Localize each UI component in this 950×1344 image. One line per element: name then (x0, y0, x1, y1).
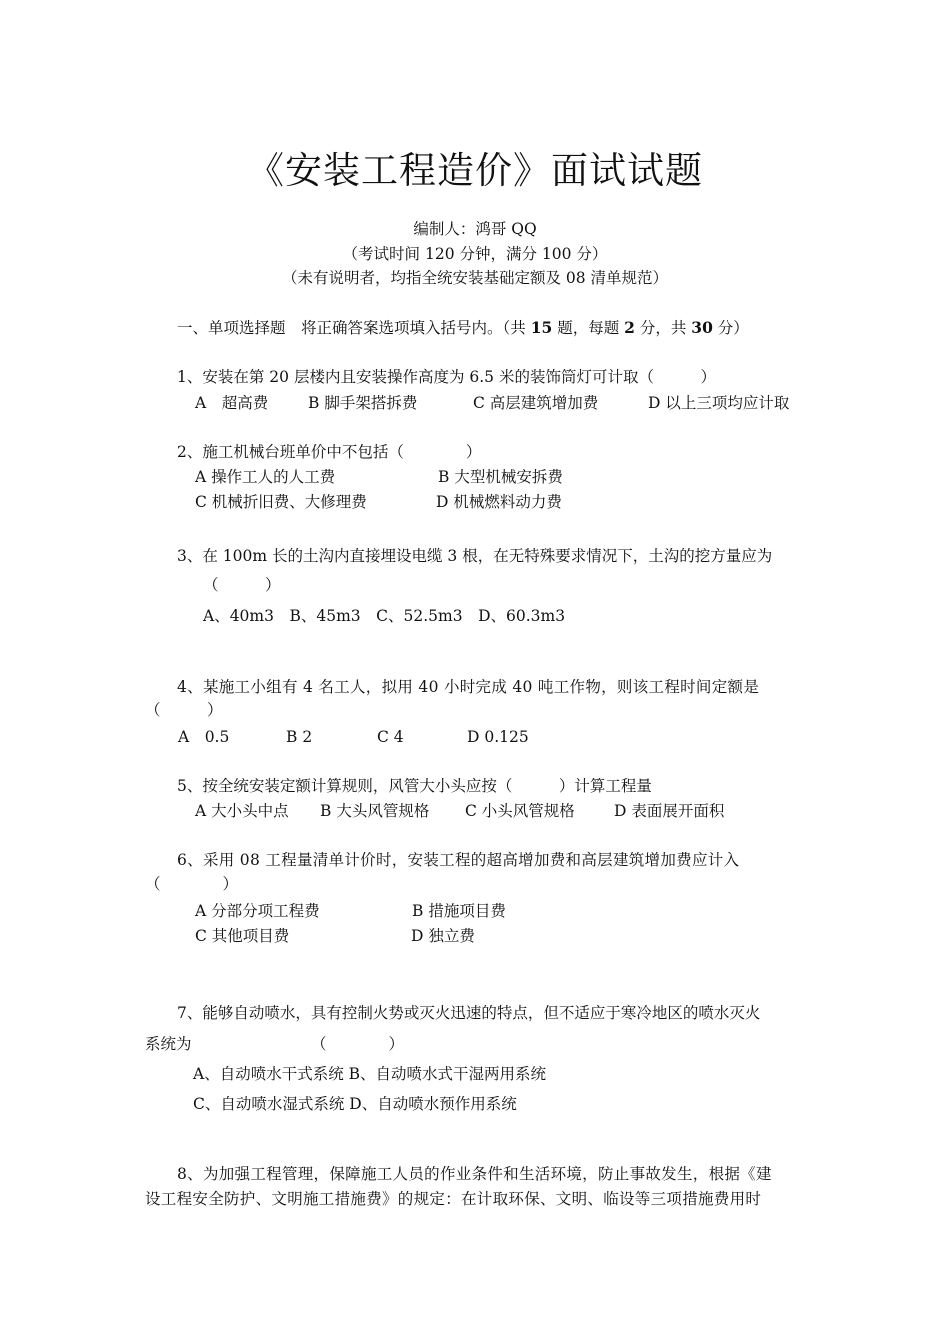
exam-title: 《安装工程造价》面试试题 (247, 149, 703, 192)
question-text: 2、施工机械台班单价中不包括（ ） (177, 443, 482, 461)
option-c: C 高层建筑增加费 (473, 394, 599, 412)
option-c: C 4 (377, 728, 404, 746)
option-a: A 操作工人的人工费 (195, 468, 336, 486)
answer-bracket: （ ） (145, 875, 239, 893)
option-a: A 分部分项工程费 (195, 902, 320, 920)
option-d: D 独立费 (411, 927, 475, 945)
question-text: 8、为加强工程管理，保障施工人员的作业条件和生活环境，防止事故发生，根据《建 (177, 1165, 772, 1183)
question-text: 1、安装在第 20 层楼内且安装操作高度为 6.5 米的装饰筒灯可计取（ ） (177, 368, 716, 386)
option-c: C 机械折旧费、大修理费 (195, 493, 367, 511)
option-b: B 措施项目费 (412, 902, 506, 920)
option-d: D 表面展开面积 (614, 802, 725, 820)
question-text: 5、按全统安装定额计算规则，风管大小头应按（ ）计算工程量 (177, 777, 652, 795)
option-a: A 0.5 (178, 728, 230, 746)
option-d: D 以上三项均应计取 (648, 394, 790, 412)
question-text: 7、能够自动喷水，具有控制火势或灭火迅速的特点，但不适应于寒冷地区的喷水灭火 (177, 1004, 761, 1022)
option-d: D 机械燃料动力费 (436, 493, 562, 511)
answer-bracket: （ ） (311, 1035, 405, 1053)
option-row-2: C、自动喷水湿式系统 D、自动喷水预作用系统 (193, 1095, 517, 1113)
option-b: B 大型机械安拆费 (438, 468, 563, 486)
option-d: D 0.125 (467, 728, 529, 746)
option-a: A 超高费 (195, 394, 269, 412)
answer-bracket: （ ） (145, 701, 223, 719)
question-text-cont: 系统为 (145, 1035, 192, 1053)
scope-note: （未有说明者，均指全统安装基础定额及 08 清单规范） (281, 269, 669, 287)
question-text-cont: 设工程安全防护、文明施工措施费》的规定：在计取环保、文明、临设等三项措施费用时 (145, 1190, 762, 1208)
question-text: 6、采用 08 工程量清单计价时，安装工程的超高增加费和高层建筑增加费应计入 (177, 851, 740, 869)
section-heading: 一、单项选择题 将正确答案选项填入括号内。（共 15 题，每题 2 分，共 30 分） (177, 318, 749, 337)
question-text: 4、某施工小组有 4 名工人，拟用 40 小时完成 40 吨工作物，则该工程时间定额是 (177, 678, 760, 696)
option-b: B 2 (286, 728, 313, 746)
option-row: A、40m3 B、45m3 C、52.5m3 D、60.3m3 (203, 607, 566, 625)
author-line: 编制人：鸿哥 QQ (413, 220, 537, 238)
option-c: C 小头风管规格 (465, 802, 575, 820)
option-row-1: A、自动喷水干式系统 B、自动喷水式干湿两用系统 (193, 1065, 547, 1083)
answer-bracket: （ ） (203, 576, 281, 594)
option-a: A 大小头中点 (195, 802, 289, 820)
exam-info: （考试时间 120 分钟，满分 100 分） (342, 245, 608, 263)
option-c: C 其他项目费 (195, 927, 290, 945)
question-text: 3、在 100m 长的土沟内直接埋设电缆 3 根，在无特殊要求情况下，土沟的挖方量应为 (177, 547, 773, 565)
option-b: B 脚手架搭拆费 (308, 394, 418, 412)
option-b: B 大头风管规格 (320, 802, 430, 820)
